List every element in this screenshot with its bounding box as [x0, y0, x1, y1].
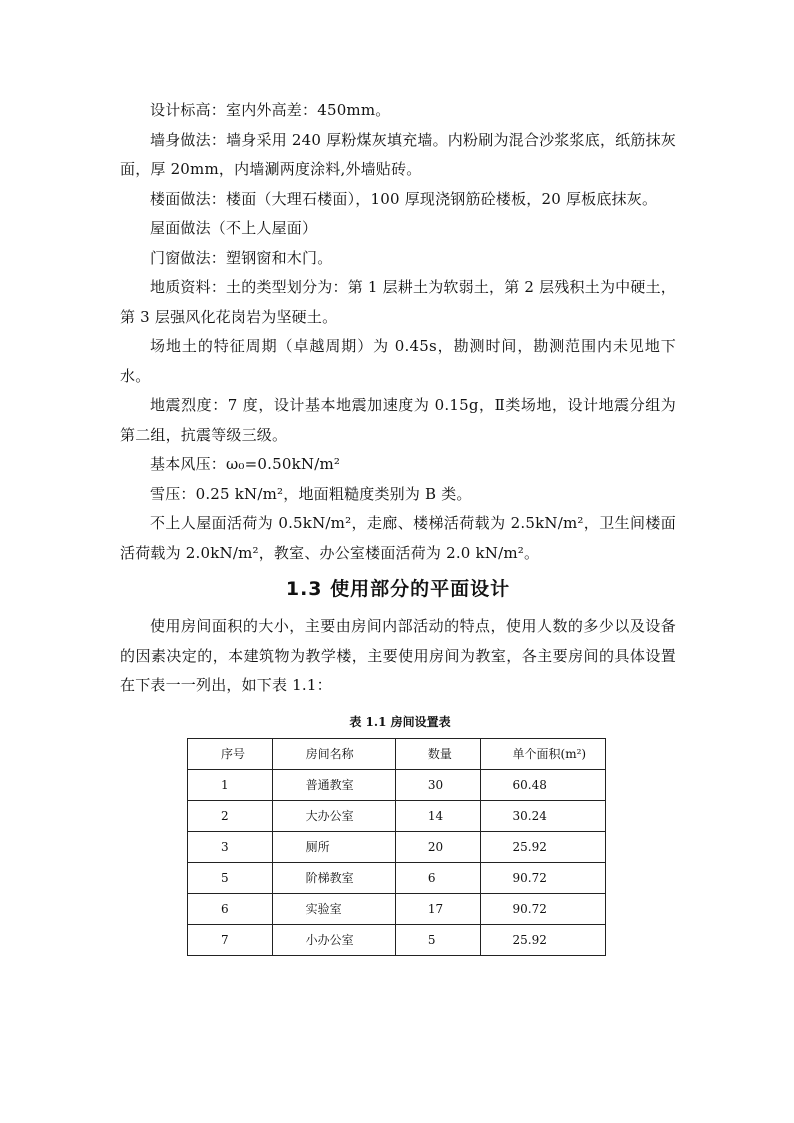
room-table — [187, 738, 606, 956]
cell-room-name: 厕所 — [272, 831, 395, 862]
cell-unit-area: 25.92 — [480, 924, 605, 955]
cell-unit-area: 30.24 — [480, 800, 605, 831]
header-unit-area: 单个面积(m²) — [480, 738, 605, 769]
cell-quantity: 14 — [395, 800, 480, 831]
paragraph-live-loads: 不上人屋面活荷为 0.5kN/m²，走廊、楼梯活荷载为 2.5kN/m²，卫生间楼面活荷载为 2.0kN/m²，教室、办公室楼面活荷为 2.0 kN/m²。 — [120, 514, 676, 562]
section-intro: 使用房间面积的大小，主要由房间内部活动的特点，使用人数的多少以及设备的因素决定的，本建筑物为教学楼，主要使用房间为教室，各主要房间的具体设置在下表一一列出，如下表 1.1： — [120, 617, 676, 694]
cell-index: 1 — [188, 769, 273, 800]
cell-quantity: 30 — [395, 769, 480, 800]
paragraph-snow-pressure: 雪压：0.25 kN/m²，地面粗糙度类别为 B 类。 — [150, 484, 472, 503]
cell-room-name: 普通教室 — [272, 769, 395, 800]
cell-index: 5 — [188, 862, 273, 893]
cell-index: 7 — [188, 924, 273, 955]
cell-quantity: 20 — [395, 831, 480, 862]
paragraph-wall-method: 墙身做法：墙身采用 240 厚粉煤灰填充墙。内粉刷为混合沙浆浆底，纸筋抹灰面，厚 20mm，内墙涮两度涂料,外墙贴砖。 — [120, 130, 676, 178]
paragraph-wind-pressure: 基本风压：ω₀=0.50kN/m² — [150, 455, 341, 473]
paragraph-site-period: 场地土的特征周期（卓越周期）为 0.45s，勘测时间，勘测范围内未见地下水。 — [120, 337, 676, 385]
cell-room-name: 小办公室 — [272, 924, 395, 955]
cell-index: 3 — [188, 831, 273, 862]
table-row — [188, 862, 606, 893]
cell-unit-area: 25.92 — [480, 831, 605, 862]
table-row — [188, 800, 606, 831]
cell-index: 2 — [188, 800, 273, 831]
cell-quantity: 17 — [395, 893, 480, 924]
cell-unit-area: 60.48 — [480, 769, 605, 800]
table-row — [188, 893, 606, 924]
paragraph-design-elevation: 设计标高：室内外高差：450mm。 — [150, 101, 391, 119]
document-content — [120, 96, 676, 956]
table-row — [188, 769, 606, 800]
table-row — [188, 831, 606, 862]
paragraph-seismic: 地震烈度：7 度，设计基本地震加速度为 0.15g，Ⅱ类场地，设计地震分组为第二组，抗震等级三级。 — [120, 396, 676, 444]
table-caption: 表 1.1 房间设置表 — [349, 714, 451, 729]
cell-room-name: 阶梯教室 — [272, 862, 395, 893]
cell-unit-area: 90.72 — [480, 862, 605, 893]
header-quantity: 数量 — [395, 738, 480, 769]
cell-room-name: 大办公室 — [272, 800, 395, 831]
section-title: 1.3 使用部分的平面设计 — [285, 578, 511, 600]
paragraph-floor-method: 楼面做法：楼面（大理石楼面），100 厚现浇钢筋砼楼板，20 厚板底抹灰。 — [150, 189, 658, 208]
header-room-name: 房间名称 — [272, 738, 395, 769]
cell-quantity: 5 — [395, 924, 480, 955]
cell-room-name: 实验室 — [272, 893, 395, 924]
paragraph-geology: 地质资料：土的类型划分为：第 1 层耕土为软弱土，第 2 层残积土为中硬土，第 3 层强风化花岗岩为坚硬土。 — [120, 278, 676, 326]
header-index: 序号 — [188, 738, 273, 769]
table-header-row — [188, 738, 606, 769]
paragraph-door-window-method: 门窗做法：塑钢窗和木门。 — [150, 248, 333, 267]
paragraph-roof-method: 屋面做法（不上人屋面） — [150, 219, 318, 237]
table-row — [188, 924, 606, 955]
cell-unit-area: 90.72 — [480, 893, 605, 924]
cell-index: 6 — [188, 893, 273, 924]
cell-quantity: 6 — [395, 862, 480, 893]
